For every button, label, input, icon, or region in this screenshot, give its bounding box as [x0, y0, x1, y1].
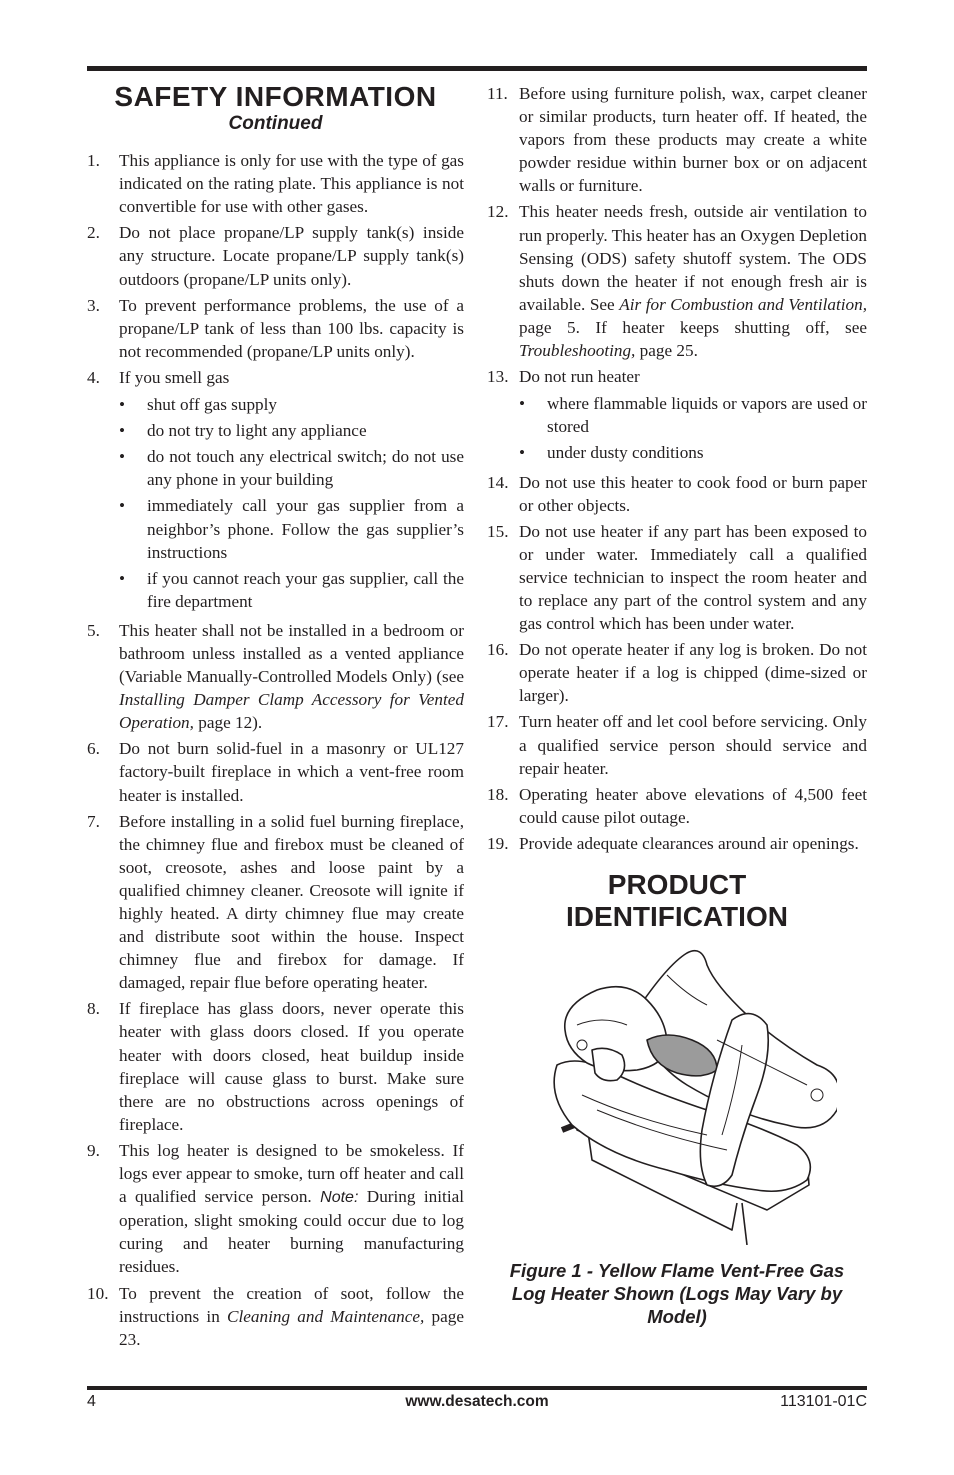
item-text: This heater shall not be installed in a bedroom or bathroom unless installed as a vented appliance (Variable Manually-Controlled Models Only) (see Installing Damper Clamp Accessory for Vented Operation, page 12). [119, 620, 464, 733]
item-text: If fireplace has glass doors, never operate this heater with glass doors closed. If you operate heater with doors closed, heat buildup inside fireplace will cause glass to burst. Make sure there are no obstructions across openings of fireplace. [119, 999, 464, 1134]
item-text: Turn heater off and let cool before servicing. Only a qualified service person should service and repair heater. [519, 712, 867, 778]
list-item [87, 1282, 464, 1351]
list-item [87, 366, 464, 616]
list-item [87, 737, 464, 806]
item-number: 16. [487, 640, 509, 660]
list-item [87, 221, 464, 290]
bullet-item: • under dusty conditions [519, 441, 867, 464]
item-number: 19. [487, 833, 509, 853]
item-text: Do not use heater if any part has been exposed to or under water. Immediately call a qualified service technician to inspect the room heater and to replace any part of the control system and any gas control which has been under water. [519, 521, 867, 634]
bullet-icon: • [119, 568, 126, 588]
list-item [87, 619, 464, 734]
top-rule [87, 66, 867, 71]
item-number: 11. [487, 84, 508, 103]
document-number: 113101-01C [780, 1393, 867, 1410]
list-item [87, 997, 464, 1136]
list-item [487, 471, 867, 517]
item-text: If you smell gas • shut off gas supply • do not try to light any appliance • do not touch any electrical switch; do not use any phone in your building • immediately call your gas supplier from a neighbor’s phone. Follow the gas supplier’s instructions • if you cannot reach your gas supplier, call the fire department [119, 366, 464, 616]
product-title-line1: PRODUCT [607, 869, 747, 900]
bullet-icon: • [519, 394, 526, 414]
item-number: 1. [87, 151, 100, 171]
website-link[interactable]: www.desatech.com [405, 1393, 549, 1410]
bullet-list [519, 392, 867, 464]
item-number: 4. [87, 367, 100, 387]
item-number: 18. [487, 784, 509, 804]
item-text: Do not run heater • where flammable liquids or vapors are used or stored • under dusty conditions [519, 365, 867, 467]
branch-log [592, 1048, 625, 1080]
item-text: Provide adequate clearances around air openings. [519, 833, 859, 853]
bottom-rule [87, 1386, 867, 1390]
grate-leg [742, 1203, 747, 1245]
item-number: 17. [487, 712, 509, 732]
bullet-item: • immediately call your gas supplier from a neighbor’s phone. Follow the gas supplier’s instructions [119, 494, 464, 563]
list-item [87, 294, 464, 363]
item-text: This heater needs fresh, outside air ventilation to run properly. This heater has an Oxygen Depletion Sensing (ODS) safety shutoff system. The ODS shuts down the heater if not enough fresh air is available. See Air for Combustion and Ventilation, page 5. If heater keeps shutting off, see Troubleshooting, page 25. [519, 202, 867, 361]
item-text: This log heater is designed to be smokeless. If logs ever appear to smoke, turn off heater and call a qualified service person. Note: During initial operation, slight smoking could occur due to log curing and heater burning manufacturing residues. [119, 1140, 464, 1277]
item-number: 12. [487, 202, 509, 222]
item-text: Before using furniture polish, wax, carpet cleaner or similar products, turn heater off. If heated, the vapors from these products may create a white powder residue within burner box or on adjacent walls or furniture. [519, 84, 867, 196]
bullet-item: • do not try to light any appliance [119, 419, 464, 442]
item-text: Do not place propane/LP supply tank(s) inside any structure. Locate propane/LP supply tank(s) outdoors (propane/LP units only). [119, 223, 464, 289]
item-text: Before installing in a solid fuel burning fireplace, the chimney flue and firebox must be cleaned of soot, creosote, ashes and loose paint by a qualified chimney cleaner. Creosote will ignite if highly heated. A dirty chimney flue may create and distribute soot within the house. Inspect chimney flue and firebox for damage. If damaged, repair flue before operating heater. [119, 811, 464, 993]
list-item [487, 200, 867, 362]
list-item [487, 710, 867, 779]
item-number: 6. [87, 739, 100, 759]
list-item [487, 82, 867, 197]
item-number: 7. [87, 811, 100, 831]
item-number: 8. [87, 999, 100, 1019]
bullet-item: • where flammable liquids or vapors are used or stored [519, 392, 867, 438]
item-text: Do not burn solid-fuel in a masonry or UL127 factory-built fireplace in which a vent-free room heater is installed. [119, 739, 464, 805]
safety-list-left [87, 149, 464, 1351]
item-number: 15. [487, 521, 509, 541]
item-number: 2. [87, 223, 100, 243]
product-title [487, 869, 867, 933]
item-text: Operating heater above elevations of 4,500 feet could cause pilot outage. [519, 784, 867, 827]
bullet-icon: • [519, 443, 526, 463]
list-item [487, 520, 867, 635]
safety-subtitle: Continued [228, 113, 323, 134]
item-number: 14. [487, 472, 509, 492]
bullet-icon: • [119, 421, 126, 441]
item-text: Do not use this heater to cook food or burn paper or other objects. [519, 472, 867, 515]
page-number: 4 [87, 1393, 96, 1410]
figure-caption: Figure 1 - Yellow Flame Vent-Free Gas Log Heater Shown (Logs May Vary by Model) [509, 1260, 845, 1327]
list-item [487, 638, 867, 707]
item-number: 10. [87, 1283, 109, 1303]
item-number: 13. [487, 367, 509, 387]
bullet-list [119, 393, 464, 613]
gas-log-heater-icon [517, 945, 837, 1245]
item-text: To prevent performance problems, the use of a propane/LP tank of less than 100 lbs. capacity is not recommended (propane/LP units only). [119, 295, 464, 361]
item-number: 5. [87, 620, 100, 640]
bullet-icon: • [119, 496, 126, 516]
safety-title: SAFETY INFORMATION [114, 81, 437, 112]
left-column [87, 82, 464, 1354]
item-text: Do not operate heater if any log is broken. Do not operate heater if a log is chipped (dime-sized or larger). [519, 640, 867, 706]
bullet-item: • do not touch any electrical switch; do not use any phone in your building [119, 445, 464, 491]
list-item [87, 149, 464, 218]
right-column [487, 82, 867, 1328]
item-number: 3. [87, 295, 100, 315]
bullet-icon: • [119, 395, 126, 415]
item-text: This appliance is only for use with the type of gas indicated on the rating plate. This appliance is not convertible for use with other gases. [119, 151, 464, 217]
list-item [87, 810, 464, 995]
list-item [487, 365, 867, 467]
bullet-item: • shut off gas supply [119, 393, 464, 416]
bullet-icon: • [119, 447, 126, 467]
item-number: 9. [87, 1140, 100, 1160]
product-title-line2: IDENTIFICATION [566, 901, 788, 932]
list-item [87, 1139, 464, 1279]
item-text: To prevent the creation of soot, follow the instructions in Cleaning and Maintenance, page 23. [119, 1283, 464, 1349]
list-item [487, 832, 867, 855]
safety-list-right [487, 82, 867, 855]
list-item [487, 783, 867, 829]
bullet-item: • if you cannot reach your gas supplier, call the fire department [119, 567, 464, 613]
